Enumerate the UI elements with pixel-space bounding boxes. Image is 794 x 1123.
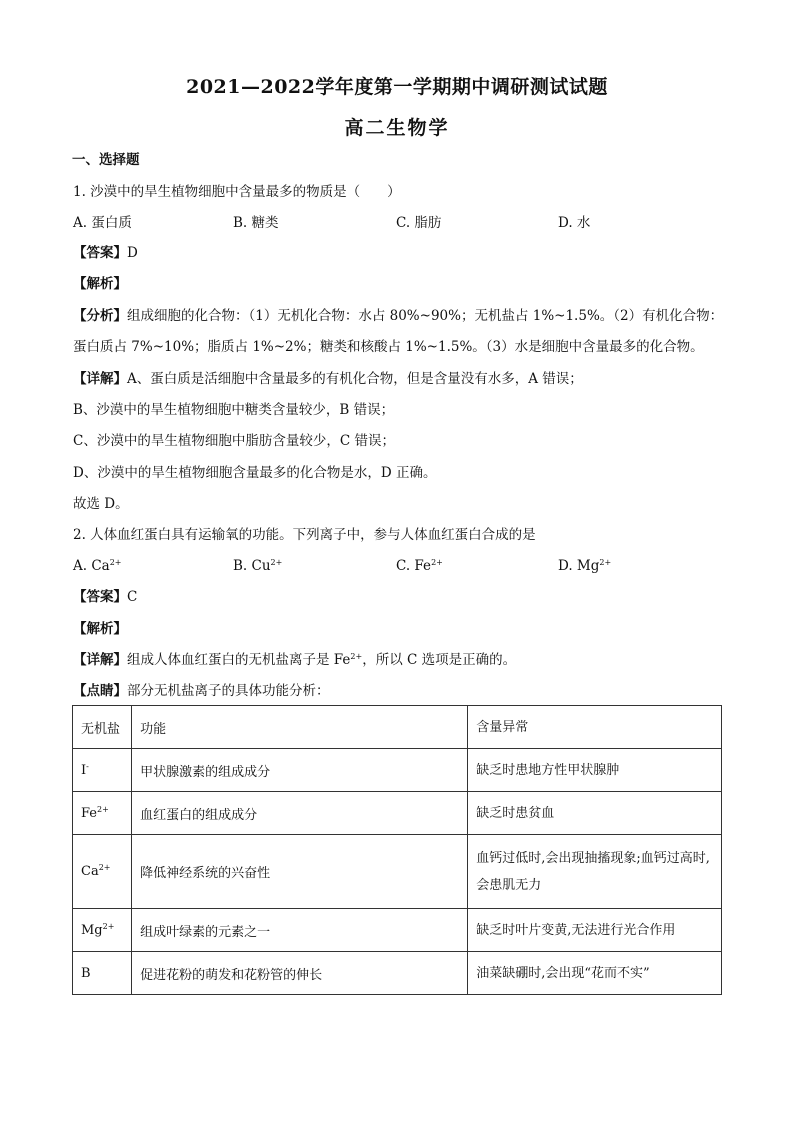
cell-abnormal: 缺乏时患贫血 xyxy=(468,792,722,835)
q2-xiangjie-pre: 组成人体血红蛋白的无机盐离子是 Fe xyxy=(127,652,351,668)
q1-fenxi-line1 xyxy=(73,307,723,325)
q1-stem: 1. 沙漠中的旱生植物细胞中含量最多的物质是（ ） xyxy=(73,184,401,200)
q2-option-a-charge: 2+ xyxy=(109,558,122,567)
salt-charge: - xyxy=(86,761,89,771)
q2-xiangjie xyxy=(73,651,516,669)
cell-salt xyxy=(73,792,132,835)
salt-symbol: Mg xyxy=(81,922,103,938)
table-row xyxy=(73,792,722,835)
salt-symbol: Fe xyxy=(81,805,98,821)
table-row xyxy=(73,909,722,952)
q2-dianjing-text: 部分无机盐离子的具体功能分析： xyxy=(127,683,330,699)
q2-option-b-charge: 2+ xyxy=(270,558,283,567)
q1-fenxi-text1: 组成细胞的化合物：（1）无机化合物：水占 80%~90%；无机盐占 1%~1.5%。（2）有机化合物： xyxy=(127,308,724,324)
cell-abnormal: 缺乏时叶片变黄,无法进行光合作用 xyxy=(468,909,722,952)
exam-title: 2021—2022学年度第一学期期中调研测试试题 xyxy=(186,76,608,98)
q2-xiangjie-charge: 2+ xyxy=(350,652,363,661)
exam-subtitle: 高二生物学 xyxy=(344,117,450,139)
salt-symbol: B xyxy=(81,965,91,981)
cell-salt xyxy=(73,952,132,995)
cell-function: 血红蛋白的组成成分 xyxy=(132,792,468,835)
header-abnormal: 含量异常 xyxy=(468,706,722,749)
q2-option-c xyxy=(396,557,443,575)
cell-abnormal: 油菜缺硼时,会出现“花而不实” xyxy=(468,952,722,995)
q1-analysis-tag: 【解析】 xyxy=(73,276,127,292)
q1-answer xyxy=(73,244,138,262)
q1-option-d: D. 水 xyxy=(558,215,591,231)
q2-option-a xyxy=(73,557,122,575)
q2-answer-value: C xyxy=(127,589,138,605)
salt-symbol: Ca xyxy=(81,864,99,879)
cell-function: 甲状腺激素的组成成分 xyxy=(132,749,468,792)
q2-option-c-base: C. Fe xyxy=(396,558,432,574)
q2-option-b xyxy=(233,557,282,575)
q1-xiangjie-b: B、沙漠中的旱生植物细胞中糖类含量较少，B 错误； xyxy=(73,402,395,418)
q2-option-d-base: D. Mg xyxy=(558,558,600,574)
salt-charge: 2+ xyxy=(98,863,111,872)
cell-salt xyxy=(73,835,132,909)
cell-salt xyxy=(73,909,132,952)
q1-fenxi-line2: 蛋白质占 7%~10%；脂质占 1%~2%；糖类和核酸占 1%~1.5%。（3）水是细胞中含量最多的化合物。 xyxy=(73,339,704,355)
q1-option-c: C. 脂肪 xyxy=(396,215,442,231)
q1-xiangjie-d: D、沙漠中的旱生植物细胞含量最多的化合物是水，D 正确。 xyxy=(73,465,437,481)
table-row xyxy=(73,835,722,909)
q2-analysis-tag: 【解析】 xyxy=(73,621,127,637)
cell-abnormal: 缺乏时患地方性甲状腺肿 xyxy=(468,749,722,792)
cell-function: 降低神经系统的兴奋性 xyxy=(132,835,468,909)
q2-xiangjie-post: ，所以 C 选项是正确的。 xyxy=(362,652,517,668)
q2-option-d-charge: 2+ xyxy=(599,558,612,567)
cell-function: 促进花粉的萌发和花粉管的伸长 xyxy=(132,952,468,995)
q2-option-a-base: A. Ca xyxy=(73,558,110,574)
cell-function: 组成叶绿素的元素之一 xyxy=(132,909,468,952)
q2-stem: 2. 人体血红蛋白具有运输氧的功能。下列离子中，参与人体血红蛋白合成的是 xyxy=(73,527,536,543)
cell-salt xyxy=(73,749,132,792)
header-salt: 无机盐 xyxy=(73,706,132,749)
q1-xiangjie-a-text: A、蛋白质是活细胞中含量最多的有机化合物，但是含量没有水多，A 错误； xyxy=(127,371,583,387)
q1-fenxi-tag: 【分析】 xyxy=(73,308,127,324)
salt-symbol: I xyxy=(81,762,87,778)
q2-xiangjie-tag: 【详解】 xyxy=(73,652,127,668)
q1-xiangjie-tag: 【详解】 xyxy=(73,371,127,387)
table-row xyxy=(73,749,722,792)
q1-answer-tag: 【答案】 xyxy=(73,245,127,261)
table-row xyxy=(73,952,722,995)
q1-option-b: B. 糖类 xyxy=(233,215,279,231)
section-heading: 一、选择题 xyxy=(72,152,140,168)
q1-xiangjie-a xyxy=(73,370,583,388)
inorganic-salt-table xyxy=(72,705,722,995)
q1-option-a: A. 蛋白质 xyxy=(73,215,132,231)
q2-option-d xyxy=(558,557,611,575)
q1-xiangjie-c: C、沙漠中的旱生植物细胞中脂肪含量较少，C 错误； xyxy=(73,433,395,449)
salt-charge: 2+ xyxy=(97,804,109,814)
q1-conclusion: 故选 D。 xyxy=(73,496,129,512)
table-header-row xyxy=(73,706,722,749)
q2-option-c-charge: 2+ xyxy=(431,558,443,567)
q2-option-b-base: B. Cu xyxy=(233,558,271,574)
cell-abnormal: 血钙过低时,会出现抽搐现象;血钙过高时,会患肌无力 xyxy=(468,835,722,909)
q2-dianjing xyxy=(73,682,330,700)
q2-dianjing-tag: 【点睛】 xyxy=(73,683,127,699)
header-function: 功能 xyxy=(132,706,468,749)
salt-charge: 2+ xyxy=(102,921,115,931)
q1-answer-value: D xyxy=(127,245,138,261)
q2-answer-tag: 【答案】 xyxy=(73,589,127,605)
q2-answer xyxy=(73,588,137,606)
